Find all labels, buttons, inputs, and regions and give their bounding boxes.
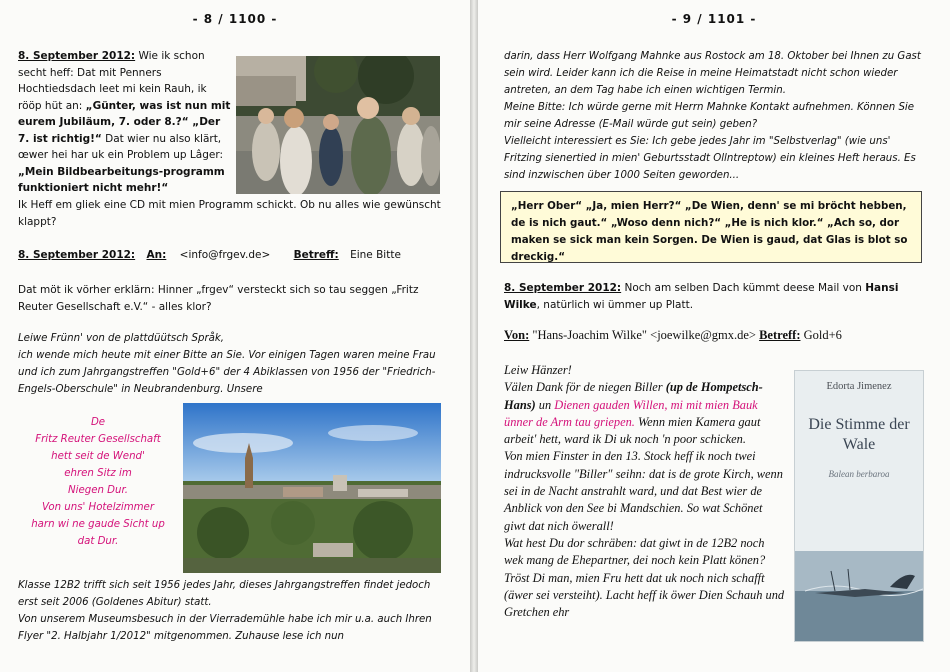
book-title: Die Stimme der Wale	[808, 416, 910, 453]
mail-body	[504, 362, 786, 621]
entry-1-date: 8. September 2012:	[18, 50, 136, 62]
mail-paragraph-3: Wat hest Du dor schräben: dat giwt in de 12B2 noch wek mang de Ehepartner, dei noch kein Platt könen? Tröst Di man, mien Fru hett dat uk noch nich schafft (äwer sei versteiht). Lacht heff ik öwer Dien Schauh und Gretchen ehr	[504, 535, 785, 620]
entry-3-date: 8. September 2012:	[504, 282, 622, 294]
entry-3-text-a: Noch am selben Dach kümmt deese Mail von	[621, 282, 866, 294]
pink-poem	[18, 414, 178, 550]
mail-paragraph-2: Von mien Finster in den 13. Stock heff ik noch twei indrucksvolle "Biller" seihn: dat is de grote Kirch, wenn sei in de Nacht anstrahlt ward, und dat Best wier de Anblick von den See bi Mandschien. So wat Schönet giwt dat nich öwerall!	[504, 449, 783, 533]
entry-2-intro: Dat möt ik vörher erklärn: Hinner „frgev“ versteckt sich so tau seggen „Fritz Reuter Gesellschaft e.V.“ - alles klor?	[18, 284, 419, 313]
page-number: - 8 / 1100 -	[192, 12, 278, 26]
entry-1-text-e: Ik Heff em gliek eine CD mit mien Programm schickt. Ob nu alles wie gewünscht klappt?	[18, 199, 441, 228]
entry-1-quote: „Günter, was ist nun mit eurem Jubiläum, 7. oder 8.?“ „Der 7. ist richtig!“	[18, 99, 231, 145]
letter-continuation-3: Vielleicht interessiert es Sie: Ich gebe jedes Jahr im "Selbstverlag" (wie uns' Fritzing sienertied in mien' Geburtsstadt Ollntreptow) ein kleines Heft heraus. Es sind inzwischen über 1000 Seiten geworden...	[504, 136, 916, 181]
joke-box: „Herr Ober“ „Ja, mien Herr?“ „De Wien, denn' se mi bröcht hebben, de is nich gaut.“ „Woso denn nich?“ „He is nich klor.“ „Ach so, dor maken se sick man kein Sorgen. De Wien is gaud, dat Glas is blot so dreckig.“	[500, 191, 922, 263]
letter-continuation-1: darin, dass Herr Wolfgang Mahnke aus Rostock am 18. Oktober bei Ihnen zu Gast sein wird. Leider kann ich die Reise in meine Heimatstadt nicht schon wieder antreten, an dem Tag habe ich einen wichtigen Termin.	[504, 51, 921, 96]
poem-line: dat Dur.	[77, 536, 119, 547]
entry-1-quote-2: „Mein Bildbearbeitungs-programm funktioniert nicht mehr!“	[18, 165, 225, 194]
subject-label: Betreff:	[759, 328, 801, 342]
subject-value: Gold+6	[800, 328, 842, 342]
book-subtitle: Balean berbaroa	[828, 469, 890, 479]
entry-3-name: Hansi Wilke	[504, 282, 899, 311]
mail-paragraph-1	[504, 379, 786, 448]
entry-1	[18, 48, 232, 197]
mail-text-bold: (up de Hompetsch-Hans)	[504, 380, 763, 412]
entry-1-end	[18, 197, 442, 230]
mail-greeting: Leiw Hänzer!	[504, 363, 572, 377]
from-label: Von:	[504, 328, 530, 342]
letter-body-3: Von unserem Museumsbesuch in der Vierrademühle habe ich mir u.a. auch Ihren Flyer "2. Halbjahr 1/2012" mitgenommen. Zuhause lese ich nun	[18, 614, 432, 642]
subject-value: Eine Bitte	[350, 249, 401, 261]
book-author: Edorta Jimenez	[826, 381, 892, 392]
whale-illustration	[795, 551, 923, 641]
from-value: "Hans-Joachim Wilke" <joewilke@gmx.de>	[529, 328, 760, 342]
poem-line: ehren Sitz im	[64, 468, 132, 479]
book-cover	[794, 370, 924, 642]
group-photo	[236, 56, 440, 194]
poem-line: hett seit de Wend'	[51, 451, 145, 462]
book-gutter	[470, 0, 478, 672]
entry-1-text-c: Dat wier nu also klärt, œwer hei har uk ein Problem up Lâger:	[18, 132, 224, 161]
mail-text: un	[535, 397, 555, 412]
subject-label: Betreff:	[293, 249, 339, 261]
entry-3-text-b: , natürlich wi ümmer up Platt.	[536, 298, 694, 311]
poem-line: Fritz Reuter Gesellschaft	[35, 434, 161, 445]
mail-text: Välen Dank för de niegen Biller	[504, 380, 666, 395]
mail-text: Wenn mien Kamera gaut arbeit' hett, ward ik Di uk noch 'n poor schicken.	[504, 414, 761, 447]
letter-body-2: Klasse 12B2 trifft sich seit 1956 jedes Jahr, dieses Jahrgangstreffen findet jedoch erst seit 2006 (Goldenes Abitur) statt.	[18, 580, 431, 608]
poem-line: Von uns' Hotelzimmer	[41, 502, 155, 513]
mail-text-pink: Dienen gauden Willen, mi mit mien Bauk ünner de Arm tau griepen.	[504, 397, 758, 429]
mail-header-left	[18, 247, 442, 264]
right-page	[478, 0, 950, 672]
page-number: - 9 / 1101 -	[671, 12, 757, 26]
letter-greeting: Leiwe Frünn' von de plattdüütsch Språk,	[18, 333, 225, 344]
mail-header-right	[504, 327, 934, 344]
poem-line: De	[90, 417, 106, 428]
poem-line: Niegen Dur.	[68, 485, 128, 496]
city-photo	[183, 403, 441, 573]
to-label: An:	[146, 249, 167, 261]
letter-continuation-2: Meine Bitte: Ich würde gerne mit Herrn Mahnke Kontakt aufnehmen. Können Sie mir seine Adresse (E-Mail würde gut sein) geben?	[504, 102, 915, 130]
poem-line: harn wi ne gaude Sicht up	[31, 519, 165, 530]
left-page	[0, 0, 470, 672]
letter-body-1: ich wende mich heute mit einer Bitte an Sie. Vor einigen Tagen waren meine Frau und ich zum Jahrgangstreffen "Gold+6" der 4 Abiklassen von 1956 der "Friedrich-Engels-Oberschule" in Neubrandenburg. Unsere	[18, 350, 436, 395]
to-value: <info@frgev.de>	[179, 249, 271, 261]
entry-1-text-a: Wie ik schon secht heff: Dat mit Penners Hochtiedsdach leet mi kein Rauh, ik rööp hüt an:	[18, 50, 207, 112]
entry-3	[504, 280, 928, 313]
entry-2-date: 8. September 2012:	[18, 249, 136, 261]
